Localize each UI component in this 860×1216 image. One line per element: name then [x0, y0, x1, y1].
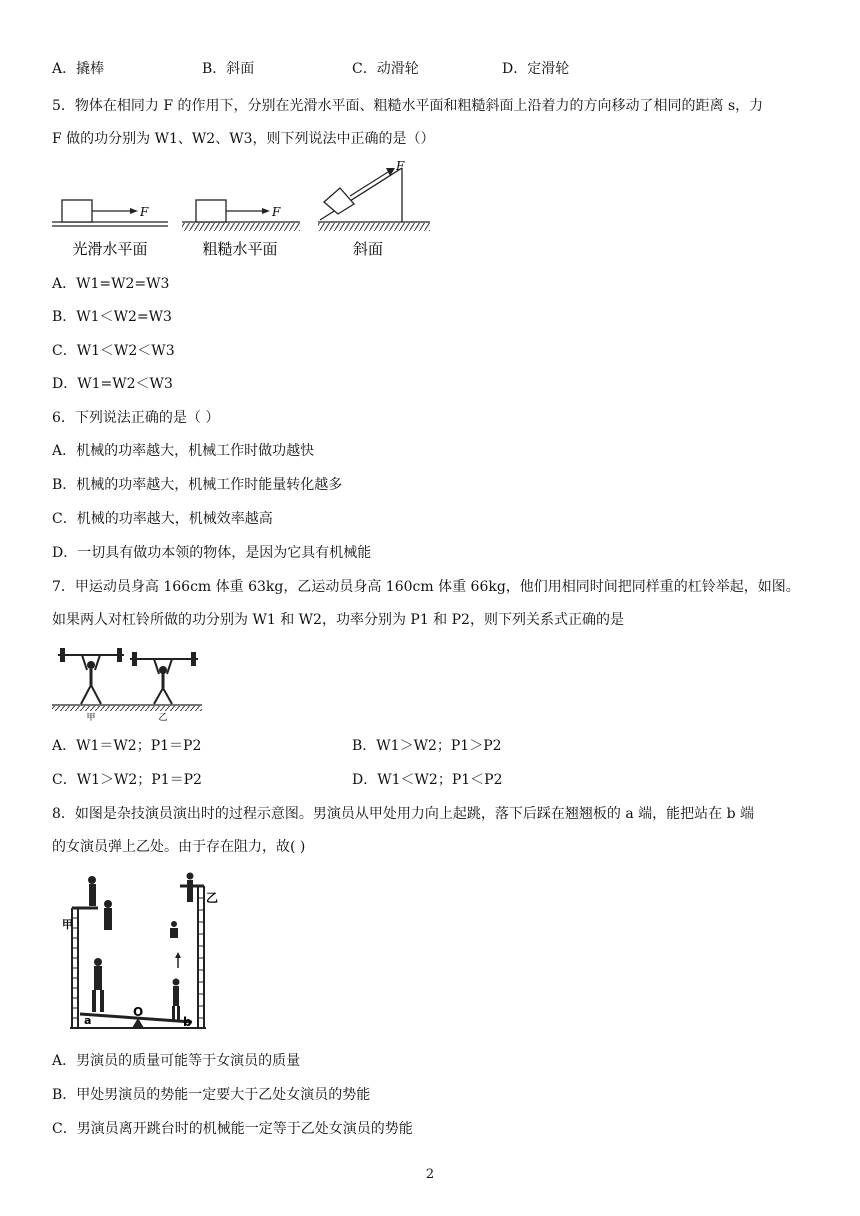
q4-option-c: C．动滑轮: [352, 61, 419, 77]
q5-figure: [50, 158, 430, 262]
q8-option-b: B．甲处男演员的势能一定要大于乙处女演员的势能: [52, 1087, 371, 1103]
q6-option-d: D．一切具有做功本领的物体，是因为它具有机械能: [52, 545, 372, 561]
caption-rough: 粗糙水平面: [202, 240, 278, 258]
q7-option-d: D．W1＜W2；P1＜P2: [352, 772, 503, 788]
q8-option-c: C．男演员离开跳台时的机械能一定等于乙处女演员的势能: [52, 1121, 413, 1137]
q5-option-a: A．W1=W2=W3: [52, 276, 170, 292]
q8-figure: [62, 868, 222, 1034]
q7-stem-line2: 如果两人对杠铃所做的功分别为 W1 和 W2，功率分别为 P1 和 P2，则下列关系式正确的是: [52, 612, 624, 628]
force-label-1: F: [140, 205, 149, 219]
q6-option-b: B．机械的功率越大，机械工作时能量转化越多: [52, 477, 343, 493]
label-yi: 乙: [206, 891, 219, 905]
force-label-3: F: [396, 159, 405, 173]
q5-option-c: C．W1＜W2＜W3: [52, 343, 175, 359]
q7-option-b: B．W1＞W2；P1＞P2: [352, 738, 502, 754]
page-number: 2: [425, 1167, 435, 1182]
q8-stem-line1: 8．如图是杂技演员演出时的过程示意图。男演员从甲处用力向上起跳，落下后踩在翘翘板的 a 端，能把站在 b 端: [52, 806, 755, 822]
q8-option-a: A．男演员的质量可能等于女演员的质量: [52, 1053, 301, 1069]
q5-option-b: B．W1＜W2=W3: [52, 309, 172, 325]
q6-stem: 6．下列说法正确的是（ ）: [52, 410, 220, 426]
q8-stem-line2: 的女演员弹上乙处。由于存在阻力，故( ): [52, 839, 306, 855]
q6-option-a: A．机械的功率越大，机械工作时做功越快: [52, 443, 315, 459]
label-a: a: [84, 1014, 92, 1027]
q7-stem-line1: 7．甲运动员身高 166cm 体重 63kg，乙运动员身高 160cm 体重 66kg，他们用相同时间把同样重的杠铃举起，如图。: [52, 579, 800, 595]
q5-stem-line2: F 做的功分别为 W1、W2、W3，则下列说法中正确的是（）: [52, 131, 435, 147]
label-yi: 乙: [158, 713, 168, 721]
q4-option-b: B．斜面: [202, 61, 255, 77]
label-jia: 甲: [86, 713, 96, 721]
caption-incline: 斜面: [352, 240, 384, 258]
q7-option-a: A．W1＝W2；P1＝P2: [52, 738, 202, 754]
label-o: O: [133, 1005, 144, 1019]
q5-stem-line1: 5．物体在相同力 F 的作用下，分别在光滑水平面、粗糙水平面和粗糙斜面上沿着力的方向移动了相同的距离 s，力: [52, 98, 764, 114]
force-label-2: F: [272, 205, 281, 219]
label-b: b: [183, 1015, 192, 1029]
q6-option-c: C．机械的功率越大，机械效率越高: [52, 511, 273, 527]
q7-option-c: C．W1＞W2；P1＝P2: [52, 772, 202, 788]
q5-option-d: D．W1=W2＜W3: [52, 376, 173, 392]
caption-smooth: 光滑水平面: [72, 240, 148, 258]
q4-option-a: A．撬棒: [52, 61, 105, 77]
q4-option-d: D．定滑轮: [502, 61, 570, 77]
q7-figure: [52, 643, 204, 721]
label-jia: 甲: [62, 918, 73, 931]
